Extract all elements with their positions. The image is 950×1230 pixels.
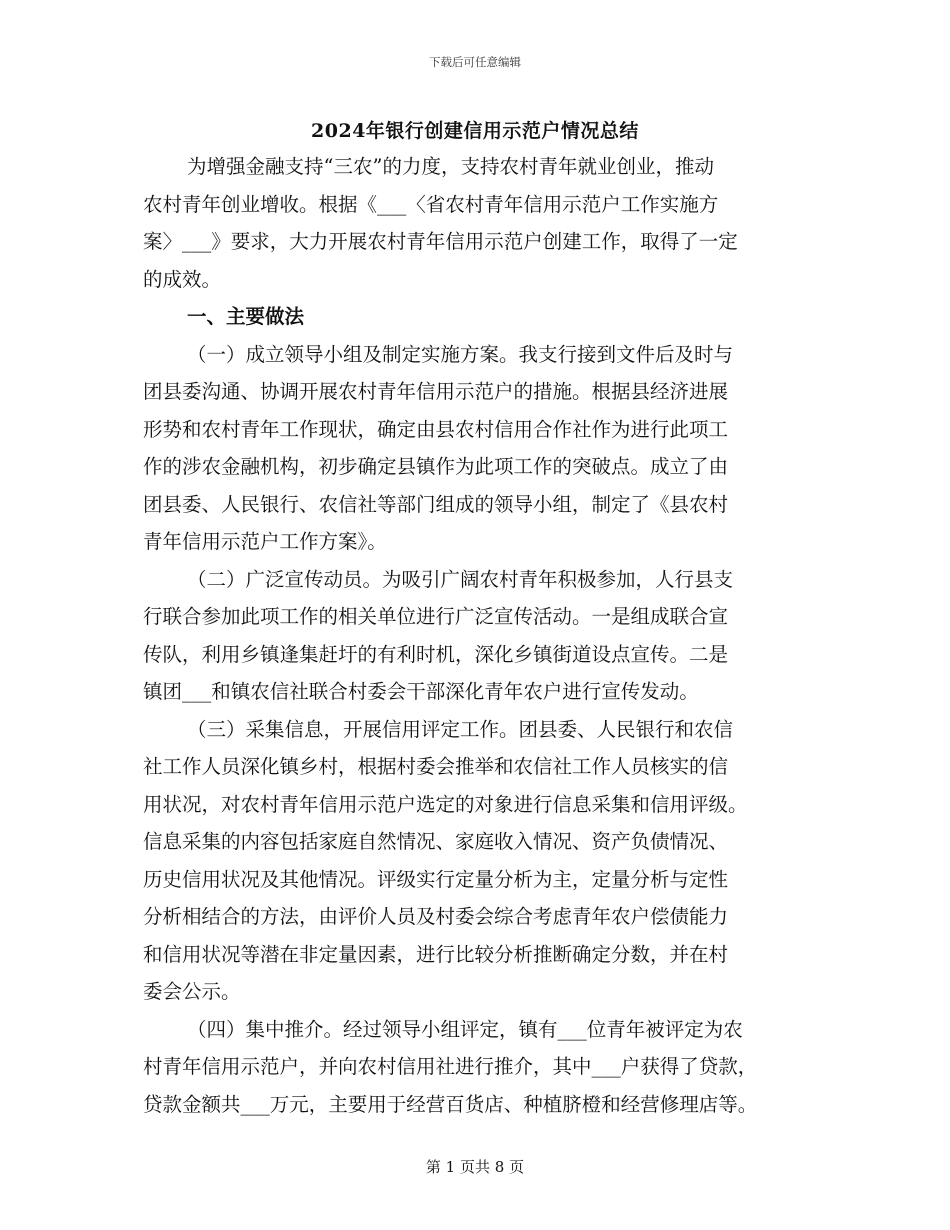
page-number-footer: 第 1 页共 8 页 xyxy=(425,1158,525,1176)
body-line: 历史信用状况及其他情况。评级实行定量分析为主，定量分析与定性 xyxy=(143,867,729,891)
body-line: 为增强金融支持“三农”的力度，支持农村青年就业创业，推动 xyxy=(187,155,714,178)
body-line: 信息采集的内容包括家庭自然情况、家庭收入情况、资产负债情况、 xyxy=(143,830,729,853)
body-line: （一）成立领导小组及制定实施方案。我支行接到文件后及时与 xyxy=(187,342,734,366)
body-line: 形势和农村青年工作现状，确定由县农村信用合作社作为进行此项工 xyxy=(143,417,729,441)
body-line: 社工作人员深化镇乡村，根据村委会推举和农信社工作人员核实的信 xyxy=(143,755,729,778)
body-line: 分析相结合的方法，由评价人员及村委会综合考虑青年农户偿债能力 xyxy=(143,905,729,928)
body-line: 青年信用示范户工作方案》。 xyxy=(143,530,387,553)
body-line: （三）采集信息，开展信用评定工作。团县委、人民银行和农信 xyxy=(187,717,734,741)
body-line: 农村青年创业增收。根据《___〈省农村青年信用示范户工作实施方 xyxy=(143,192,719,216)
header-note: 下载后可任意编辑 xyxy=(429,55,521,69)
body-line: （四）集中推介。经过领导小组评定，镇有___位青年被评定为农 xyxy=(187,1017,743,1041)
body-line: 委会公示。 xyxy=(143,980,241,1003)
body-line: 案〉___》要求，大力开展农村青年信用示范户创建工作，取得了一定 xyxy=(143,230,738,253)
body-line: 传队，利用乡镇逢集赶圩的有利时机，深化乡镇街道设点宣传。二是 xyxy=(143,642,729,666)
body-line: 团县委沟通、协调开展农村青年信用示范户的措施。根据县经济进展 xyxy=(143,380,729,403)
document-body xyxy=(143,148,823,1123)
body-line: （二）广泛宣传动员。为吸引广阔农村青年积极参加，人行县支 xyxy=(187,567,734,591)
body-line: 镇团___和镇农信社联合村委会干部深化青年农户进行宣传发动。 xyxy=(143,680,699,703)
body-line: 和信用状况等潜在非定量因素，进行比较分析推断确定分数，并在村 xyxy=(143,942,729,966)
body-line: 贷款金额共___万元，主要用于经营百货店、种植脐橙和经营修理店等。 xyxy=(143,1092,758,1116)
body-line: 村青年信用示范户，并向农村信用社进行推介，其中___户获得了贷款， xyxy=(143,1055,758,1078)
body-line: 团县委、人民银行、农信社等部门组成的领导小组，制定了《县农村 xyxy=(143,492,729,516)
section-heading: 一、主要做法 xyxy=(187,305,305,328)
body-line: 用状况，对农村青年信用示范户选定的对象进行信息采集和信用评级。 xyxy=(143,792,748,816)
document-title: 2024年银行创建信用示范户情况总结 xyxy=(311,120,639,142)
body-line: 的成效。 xyxy=(143,267,222,291)
body-line: 作的涉农金融机构，初步确定县镇作为此项工作的突破点。成立了由 xyxy=(143,455,729,478)
body-line: 行联合参加此项工作的相关单位进行广泛宣传活动。一是组成联合宣 xyxy=(143,605,729,628)
